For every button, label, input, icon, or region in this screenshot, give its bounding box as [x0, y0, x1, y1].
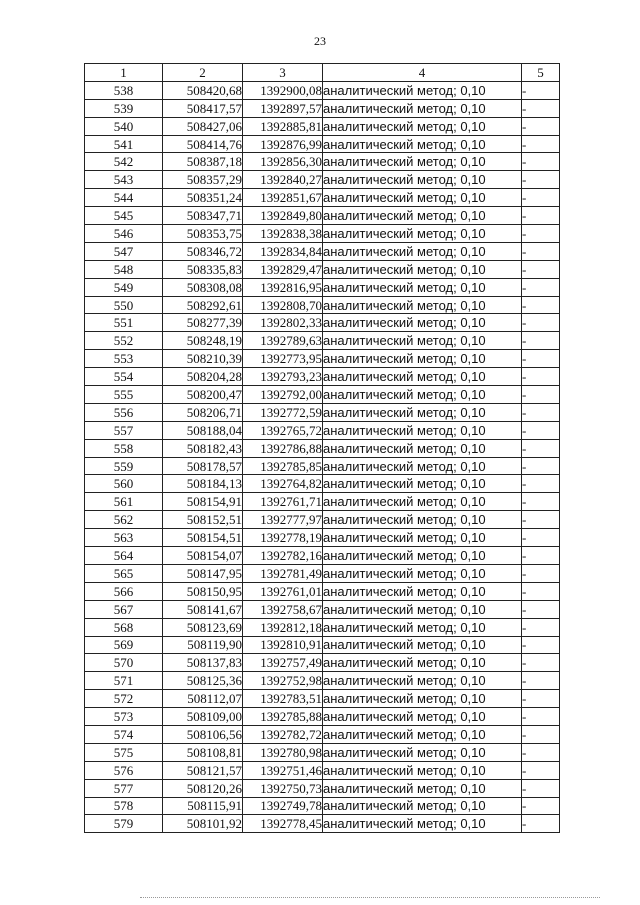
- x-coordinate-cell: 508112,07: [163, 690, 243, 708]
- table-row: [85, 511, 560, 529]
- method-cell: аналитический метод; 0,10: [323, 761, 522, 779]
- table-row: [85, 314, 560, 332]
- note-cell: -: [522, 761, 560, 779]
- table-row: [85, 743, 560, 761]
- method-cell: аналитический метод; 0,10: [323, 314, 522, 332]
- table-row: [85, 725, 560, 743]
- method-cell: аналитический метод; 0,10: [323, 439, 522, 457]
- y-coordinate-cell: 1392749,78: [243, 797, 323, 815]
- footer-divider: [140, 897, 600, 898]
- note-cell: -: [522, 135, 560, 153]
- point-number-cell: 576: [85, 761, 163, 779]
- note-cell: -: [522, 475, 560, 493]
- table-row: [85, 815, 560, 833]
- y-coordinate-cell: 1392757,49: [243, 654, 323, 672]
- point-number-cell: 542: [85, 153, 163, 171]
- note-cell: -: [522, 654, 560, 672]
- y-coordinate-cell: 1392808,70: [243, 296, 323, 314]
- table-row: [85, 421, 560, 439]
- method-cell: аналитический метод; 0,10: [323, 636, 522, 654]
- x-coordinate-cell: 508178,57: [163, 457, 243, 475]
- table-row: [85, 582, 560, 600]
- x-coordinate-cell: 508150,95: [163, 582, 243, 600]
- method-cell: аналитический метод; 0,10: [323, 386, 522, 404]
- table-row: [85, 797, 560, 815]
- note-cell: -: [522, 672, 560, 690]
- point-number-cell: 546: [85, 225, 163, 243]
- table-row: [85, 171, 560, 189]
- point-number-cell: 549: [85, 278, 163, 296]
- note-cell: -: [522, 439, 560, 457]
- note-cell: -: [522, 779, 560, 797]
- y-coordinate-cell: 1392777,97: [243, 511, 323, 529]
- x-coordinate-cell: 508108,81: [163, 743, 243, 761]
- x-coordinate-cell: 508204,28: [163, 368, 243, 386]
- x-coordinate-cell: 508206,71: [163, 403, 243, 421]
- x-coordinate-cell: 508346,72: [163, 242, 243, 260]
- method-cell: аналитический метод; 0,10: [323, 135, 522, 153]
- column-header-5: 5: [522, 64, 560, 82]
- point-number-cell: 544: [85, 189, 163, 207]
- note-cell: -: [522, 314, 560, 332]
- table-row: [85, 225, 560, 243]
- note-cell: -: [522, 117, 560, 135]
- method-cell: аналитический метод; 0,10: [323, 225, 522, 243]
- point-number-cell: 548: [85, 260, 163, 278]
- point-number-cell: 567: [85, 600, 163, 618]
- table-row: [85, 457, 560, 475]
- method-cell: аналитический метод; 0,10: [323, 189, 522, 207]
- table-header-row: [85, 64, 560, 82]
- note-cell: -: [522, 618, 560, 636]
- method-cell: аналитический метод; 0,10: [323, 564, 522, 582]
- x-coordinate-cell: 508125,36: [163, 672, 243, 690]
- x-coordinate-cell: 508154,07: [163, 547, 243, 565]
- x-coordinate-cell: 508347,71: [163, 207, 243, 225]
- note-cell: -: [522, 207, 560, 225]
- note-cell: -: [522, 582, 560, 600]
- table-row: [85, 350, 560, 368]
- x-coordinate-cell: 508184,13: [163, 475, 243, 493]
- point-number-cell: 563: [85, 529, 163, 547]
- y-coordinate-cell: 1392750,73: [243, 779, 323, 797]
- table-row: [85, 690, 560, 708]
- y-coordinate-cell: 1392834,84: [243, 242, 323, 260]
- method-cell: аналитический метод; 0,10: [323, 475, 522, 493]
- x-coordinate-cell: 508152,51: [163, 511, 243, 529]
- table-row: [85, 117, 560, 135]
- table-row: [85, 475, 560, 493]
- y-coordinate-cell: 1392780,98: [243, 743, 323, 761]
- note-cell: -: [522, 564, 560, 582]
- method-cell: аналитический метод; 0,10: [323, 332, 522, 350]
- note-cell: -: [522, 529, 560, 547]
- y-coordinate-cell: 1392789,63: [243, 332, 323, 350]
- method-cell: аналитический метод; 0,10: [323, 242, 522, 260]
- point-number-cell: 543: [85, 171, 163, 189]
- y-coordinate-cell: 1392810,91: [243, 636, 323, 654]
- x-coordinate-cell: 508351,24: [163, 189, 243, 207]
- note-cell: -: [522, 81, 560, 99]
- method-cell: аналитический метод; 0,10: [323, 117, 522, 135]
- table-row: [85, 81, 560, 99]
- note-cell: -: [522, 511, 560, 529]
- point-number-cell: 561: [85, 493, 163, 511]
- y-coordinate-cell: 1392897,57: [243, 99, 323, 117]
- note-cell: -: [522, 260, 560, 278]
- point-number-cell: 578: [85, 797, 163, 815]
- column-header-1: 1: [85, 64, 163, 82]
- point-number-cell: 570: [85, 654, 163, 672]
- point-number-cell: 575: [85, 743, 163, 761]
- method-cell: аналитический метод; 0,10: [323, 600, 522, 618]
- method-cell: аналитический метод; 0,10: [323, 171, 522, 189]
- table-row: [85, 296, 560, 314]
- table-row: [85, 135, 560, 153]
- y-coordinate-cell: 1392849,80: [243, 207, 323, 225]
- point-number-cell: 559: [85, 457, 163, 475]
- method-cell: аналитический метод; 0,10: [323, 368, 522, 386]
- x-coordinate-cell: 508427,06: [163, 117, 243, 135]
- table-row: [85, 779, 560, 797]
- point-number-cell: 560: [85, 475, 163, 493]
- table-row: [85, 207, 560, 225]
- method-cell: аналитический метод; 0,10: [323, 654, 522, 672]
- y-coordinate-cell: 1392838,38: [243, 225, 323, 243]
- y-coordinate-cell: 1392783,51: [243, 690, 323, 708]
- note-cell: -: [522, 386, 560, 404]
- point-number-cell: 550: [85, 296, 163, 314]
- point-number-cell: 579: [85, 815, 163, 833]
- column-header-4: 4: [323, 64, 522, 82]
- y-coordinate-cell: 1392840,27: [243, 171, 323, 189]
- x-coordinate-cell: 508420,68: [163, 81, 243, 99]
- note-cell: -: [522, 278, 560, 296]
- table-row: [85, 493, 560, 511]
- table-row: [85, 547, 560, 565]
- point-number-cell: 574: [85, 725, 163, 743]
- method-cell: аналитический метод; 0,10: [323, 99, 522, 117]
- y-coordinate-cell: 1392758,67: [243, 600, 323, 618]
- x-coordinate-cell: 508147,95: [163, 564, 243, 582]
- point-number-cell: 553: [85, 350, 163, 368]
- x-coordinate-cell: 508210,39: [163, 350, 243, 368]
- note-cell: -: [522, 636, 560, 654]
- table-row: [85, 618, 560, 636]
- x-coordinate-cell: 508154,91: [163, 493, 243, 511]
- note-cell: -: [522, 332, 560, 350]
- note-cell: -: [522, 296, 560, 314]
- method-cell: аналитический метод; 0,10: [323, 529, 522, 547]
- y-coordinate-cell: 1392778,45: [243, 815, 323, 833]
- x-coordinate-cell: 508106,56: [163, 725, 243, 743]
- x-coordinate-cell: 508414,76: [163, 135, 243, 153]
- method-cell: аналитический метод; 0,10: [323, 582, 522, 600]
- x-coordinate-cell: 508292,61: [163, 296, 243, 314]
- y-coordinate-cell: 1392782,72: [243, 725, 323, 743]
- x-coordinate-cell: 508353,75: [163, 225, 243, 243]
- point-number-cell: 554: [85, 368, 163, 386]
- y-coordinate-cell: 1392782,16: [243, 547, 323, 565]
- point-number-cell: 565: [85, 564, 163, 582]
- page-number: 23: [314, 34, 326, 48]
- point-number-cell: 547: [85, 242, 163, 260]
- point-number-cell: 545: [85, 207, 163, 225]
- y-coordinate-cell: 1392786,88: [243, 439, 323, 457]
- y-coordinate-cell: 1392761,71: [243, 493, 323, 511]
- note-cell: -: [522, 815, 560, 833]
- table-row: [85, 439, 560, 457]
- method-cell: аналитический метод; 0,10: [323, 260, 522, 278]
- x-coordinate-cell: 508101,92: [163, 815, 243, 833]
- table-row: [85, 654, 560, 672]
- x-coordinate-cell: 508154,51: [163, 529, 243, 547]
- note-cell: -: [522, 350, 560, 368]
- y-coordinate-cell: 1392773,95: [243, 350, 323, 368]
- note-cell: -: [522, 225, 560, 243]
- method-cell: аналитический метод; 0,10: [323, 725, 522, 743]
- x-coordinate-cell: 508121,57: [163, 761, 243, 779]
- x-coordinate-cell: 508123,69: [163, 618, 243, 636]
- x-coordinate-cell: 508109,00: [163, 708, 243, 726]
- y-coordinate-cell: 1392785,85: [243, 457, 323, 475]
- note-cell: -: [522, 99, 560, 117]
- point-number-cell: 552: [85, 332, 163, 350]
- note-cell: -: [522, 421, 560, 439]
- x-coordinate-cell: 508357,29: [163, 171, 243, 189]
- x-coordinate-cell: 508387,18: [163, 153, 243, 171]
- x-coordinate-cell: 508120,26: [163, 779, 243, 797]
- method-cell: аналитический метод; 0,10: [323, 618, 522, 636]
- table-row: [85, 332, 560, 350]
- method-cell: аналитический метод; 0,10: [323, 153, 522, 171]
- table-row: [85, 242, 560, 260]
- method-cell: аналитический метод; 0,10: [323, 815, 522, 833]
- x-coordinate-cell: 508200,47: [163, 386, 243, 404]
- table-body: [85, 81, 560, 832]
- y-coordinate-cell: 1392752,98: [243, 672, 323, 690]
- method-cell: аналитический метод; 0,10: [323, 403, 522, 421]
- y-coordinate-cell: 1392764,82: [243, 475, 323, 493]
- point-number-cell: 568: [85, 618, 163, 636]
- point-number-cell: 551: [85, 314, 163, 332]
- method-cell: аналитический метод; 0,10: [323, 797, 522, 815]
- y-coordinate-cell: 1392812,18: [243, 618, 323, 636]
- y-coordinate-cell: 1392785,88: [243, 708, 323, 726]
- table-row: [85, 99, 560, 117]
- method-cell: аналитический метод; 0,10: [323, 708, 522, 726]
- method-cell: аналитический метод; 0,10: [323, 511, 522, 529]
- note-cell: -: [522, 242, 560, 260]
- x-coordinate-cell: 508417,57: [163, 99, 243, 117]
- y-coordinate-cell: 1392792,00: [243, 386, 323, 404]
- method-cell: аналитический метод; 0,10: [323, 457, 522, 475]
- x-coordinate-cell: 508141,67: [163, 600, 243, 618]
- point-number-cell: 541: [85, 135, 163, 153]
- note-cell: -: [522, 403, 560, 421]
- method-cell: аналитический метод; 0,10: [323, 350, 522, 368]
- method-cell: аналитический метод; 0,10: [323, 672, 522, 690]
- column-header-2: 2: [163, 64, 243, 82]
- table-row: [85, 564, 560, 582]
- table-row: [85, 708, 560, 726]
- note-cell: -: [522, 153, 560, 171]
- y-coordinate-cell: 1392772,59: [243, 403, 323, 421]
- table-row: [85, 386, 560, 404]
- y-coordinate-cell: 1392856,30: [243, 153, 323, 171]
- x-coordinate-cell: 508277,39: [163, 314, 243, 332]
- point-number-cell: 564: [85, 547, 163, 565]
- point-number-cell: 573: [85, 708, 163, 726]
- method-cell: аналитический метод; 0,10: [323, 547, 522, 565]
- note-cell: -: [522, 368, 560, 386]
- y-coordinate-cell: 1392778,19: [243, 529, 323, 547]
- y-coordinate-cell: 1392761,01: [243, 582, 323, 600]
- table-row: [85, 278, 560, 296]
- y-coordinate-cell: 1392829,47: [243, 260, 323, 278]
- note-cell: -: [522, 457, 560, 475]
- point-number-cell: 566: [85, 582, 163, 600]
- table-row: [85, 529, 560, 547]
- point-number-cell: 557: [85, 421, 163, 439]
- point-number-cell: 555: [85, 386, 163, 404]
- x-coordinate-cell: 508115,91: [163, 797, 243, 815]
- point-number-cell: 538: [85, 81, 163, 99]
- note-cell: -: [522, 743, 560, 761]
- table-row: [85, 636, 560, 654]
- y-coordinate-cell: 1392793,23: [243, 368, 323, 386]
- x-coordinate-cell: 508335,83: [163, 260, 243, 278]
- point-number-cell: 540: [85, 117, 163, 135]
- point-number-cell: 558: [85, 439, 163, 457]
- table-row: [85, 368, 560, 386]
- y-coordinate-cell: 1392851,67: [243, 189, 323, 207]
- point-number-cell: 571: [85, 672, 163, 690]
- note-cell: -: [522, 600, 560, 618]
- method-cell: аналитический метод; 0,10: [323, 207, 522, 225]
- y-coordinate-cell: 1392900,08: [243, 81, 323, 99]
- column-header-3: 3: [243, 64, 323, 82]
- method-cell: аналитический метод; 0,10: [323, 296, 522, 314]
- table-row: [85, 403, 560, 421]
- point-number-cell: 539: [85, 99, 163, 117]
- point-number-cell: 572: [85, 690, 163, 708]
- note-cell: -: [522, 189, 560, 207]
- table-row: [85, 189, 560, 207]
- x-coordinate-cell: 508119,90: [163, 636, 243, 654]
- note-cell: -: [522, 725, 560, 743]
- y-coordinate-cell: 1392802,33: [243, 314, 323, 332]
- y-coordinate-cell: 1392765,72: [243, 421, 323, 439]
- y-coordinate-cell: 1392751,46: [243, 761, 323, 779]
- note-cell: -: [522, 547, 560, 565]
- method-cell: аналитический метод; 0,10: [323, 278, 522, 296]
- coordinates-table: [84, 63, 560, 833]
- x-coordinate-cell: 508137,83: [163, 654, 243, 672]
- note-cell: -: [522, 171, 560, 189]
- table-row: [85, 153, 560, 171]
- table-row: [85, 672, 560, 690]
- point-number-cell: 577: [85, 779, 163, 797]
- table-row: [85, 600, 560, 618]
- point-number-cell: 556: [85, 403, 163, 421]
- note-cell: -: [522, 493, 560, 511]
- y-coordinate-cell: 1392816,95: [243, 278, 323, 296]
- x-coordinate-cell: 508248,19: [163, 332, 243, 350]
- x-coordinate-cell: 508188,04: [163, 421, 243, 439]
- y-coordinate-cell: 1392781,49: [243, 564, 323, 582]
- method-cell: аналитический метод; 0,10: [323, 690, 522, 708]
- note-cell: -: [522, 708, 560, 726]
- note-cell: -: [522, 797, 560, 815]
- x-coordinate-cell: 508308,08: [163, 278, 243, 296]
- method-cell: аналитический метод; 0,10: [323, 81, 522, 99]
- y-coordinate-cell: 1392885,81: [243, 117, 323, 135]
- point-number-cell: 562: [85, 511, 163, 529]
- y-coordinate-cell: 1392876,99: [243, 135, 323, 153]
- table-row: [85, 260, 560, 278]
- table-row: [85, 761, 560, 779]
- note-cell: -: [522, 690, 560, 708]
- method-cell: аналитический метод; 0,10: [323, 743, 522, 761]
- method-cell: аналитический метод; 0,10: [323, 493, 522, 511]
- method-cell: аналитический метод; 0,10: [323, 421, 522, 439]
- point-number-cell: 569: [85, 636, 163, 654]
- x-coordinate-cell: 508182,43: [163, 439, 243, 457]
- method-cell: аналитический метод; 0,10: [323, 779, 522, 797]
